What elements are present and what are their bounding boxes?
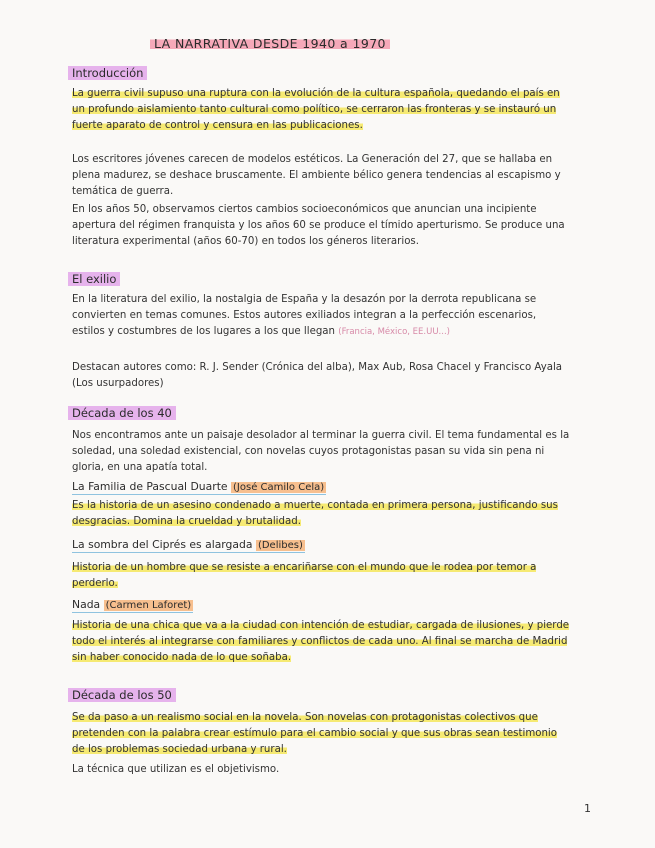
- intro-paragraph-3: En los años 50, observamos ciertos cambios socioeconómicos que anuncian una incipiente apertura del régimen franquista y los años 60 se produce el tímido aperturismo. Se produce una literatura experimental (años 60-70) en todos los géneros literarios.: [72, 204, 565, 248]
- book-title-nada: Nada (Carmen Laforet): [72, 598, 192, 611]
- book-title-pascual-duarte: La Familia de Pascual Duarte (José Camilo Cela): [72, 480, 325, 493]
- heading-exilio: El exilio: [68, 272, 120, 286]
- book-desc-pascual-duarte: Es la historia de un asesino condenado a muerte, contada en primera persona, justificando sus desgracias. Domina la crueldad y brutalidad.: [72, 500, 558, 528]
- page-title: LA NARRATIVA DESDE 1940 a 1970: [150, 36, 390, 51]
- exilio-paragraph-1: En la literatura del exilio, la nostalgia de España y la desazón por la derrota republicana se convierten en temas comunes. Estos autores exiliados integran a la perfección escenarios, estilos y costumbres de los lugares a los que llegan (Francia, México, EE.UU...): [72, 294, 537, 338]
- intro-paragraph-1: La guerra civil supuso una ruptura con la evolución de la cultura española, quedando el país en un profundo aislamiento tanto cultural como político, se cerraron las fronteras y se instauró un fuerte aparato de control y censura en las publicaciones.: [72, 88, 560, 132]
- book-desc-nada: Historia de una chica que va a la ciudad con intención de estudiar, cargada de ilusiones, y pierde todo el interés al integrarse con familiares y conflictos de cada uno. Al final se marcha de Madrid sin haber conocido nada de lo que soñaba.: [72, 620, 570, 664]
- intro-paragraph-2: Los escritores jóvenes carecen de modelos estéticos. La Generación del 27, que se hallaba en plena madurez, se deshace bruscamente. El ambiente bélico genera tendencias al escapismo y temática de guerra.: [72, 154, 561, 198]
- d40-paragraph-1: Nos encontramos ante un paisaje desolador al terminar la guerra civil. El tema fundamental es la soledad, una soledad existencial, con novelas cuyos protagonistas pasan su vida sin pena ni gloria, en una apatía total.: [72, 430, 570, 474]
- book-title-sombra-cipres: La sombra del Ciprés es alargada (Delibes): [72, 538, 303, 551]
- d50-paragraph-2: La técnica que utilizan es el objetivismo.: [72, 764, 280, 775]
- heading-decada-50: Década de los 50: [68, 688, 176, 702]
- exilio-paragraph-2: Destacan autores como: R. J. Sender (Crónica del alba), Max Aub, Rosa Chacel y Francisco Ayala (Los usurpadores): [72, 362, 563, 390]
- countries-note: (Francia, México, EE.UU...): [338, 327, 450, 338]
- page-number: 1: [584, 802, 591, 815]
- book-desc-sombra-cipres: Historia de un hombre que se resiste a encariñarse con el mundo que le rodea por temor a perderlo.: [72, 562, 537, 590]
- heading-decada-40: Década de los 40: [68, 406, 176, 420]
- d50-paragraph-1: Se da paso a un realismo social en la novela. Son novelas con protagonistas colectivos que pretenden con la palabra crear estímulo para el cambio social y que sus obras sean testimonio de los problemas sociedad urbana y rural.: [72, 712, 557, 756]
- heading-introduccion: Introducción: [68, 66, 147, 80]
